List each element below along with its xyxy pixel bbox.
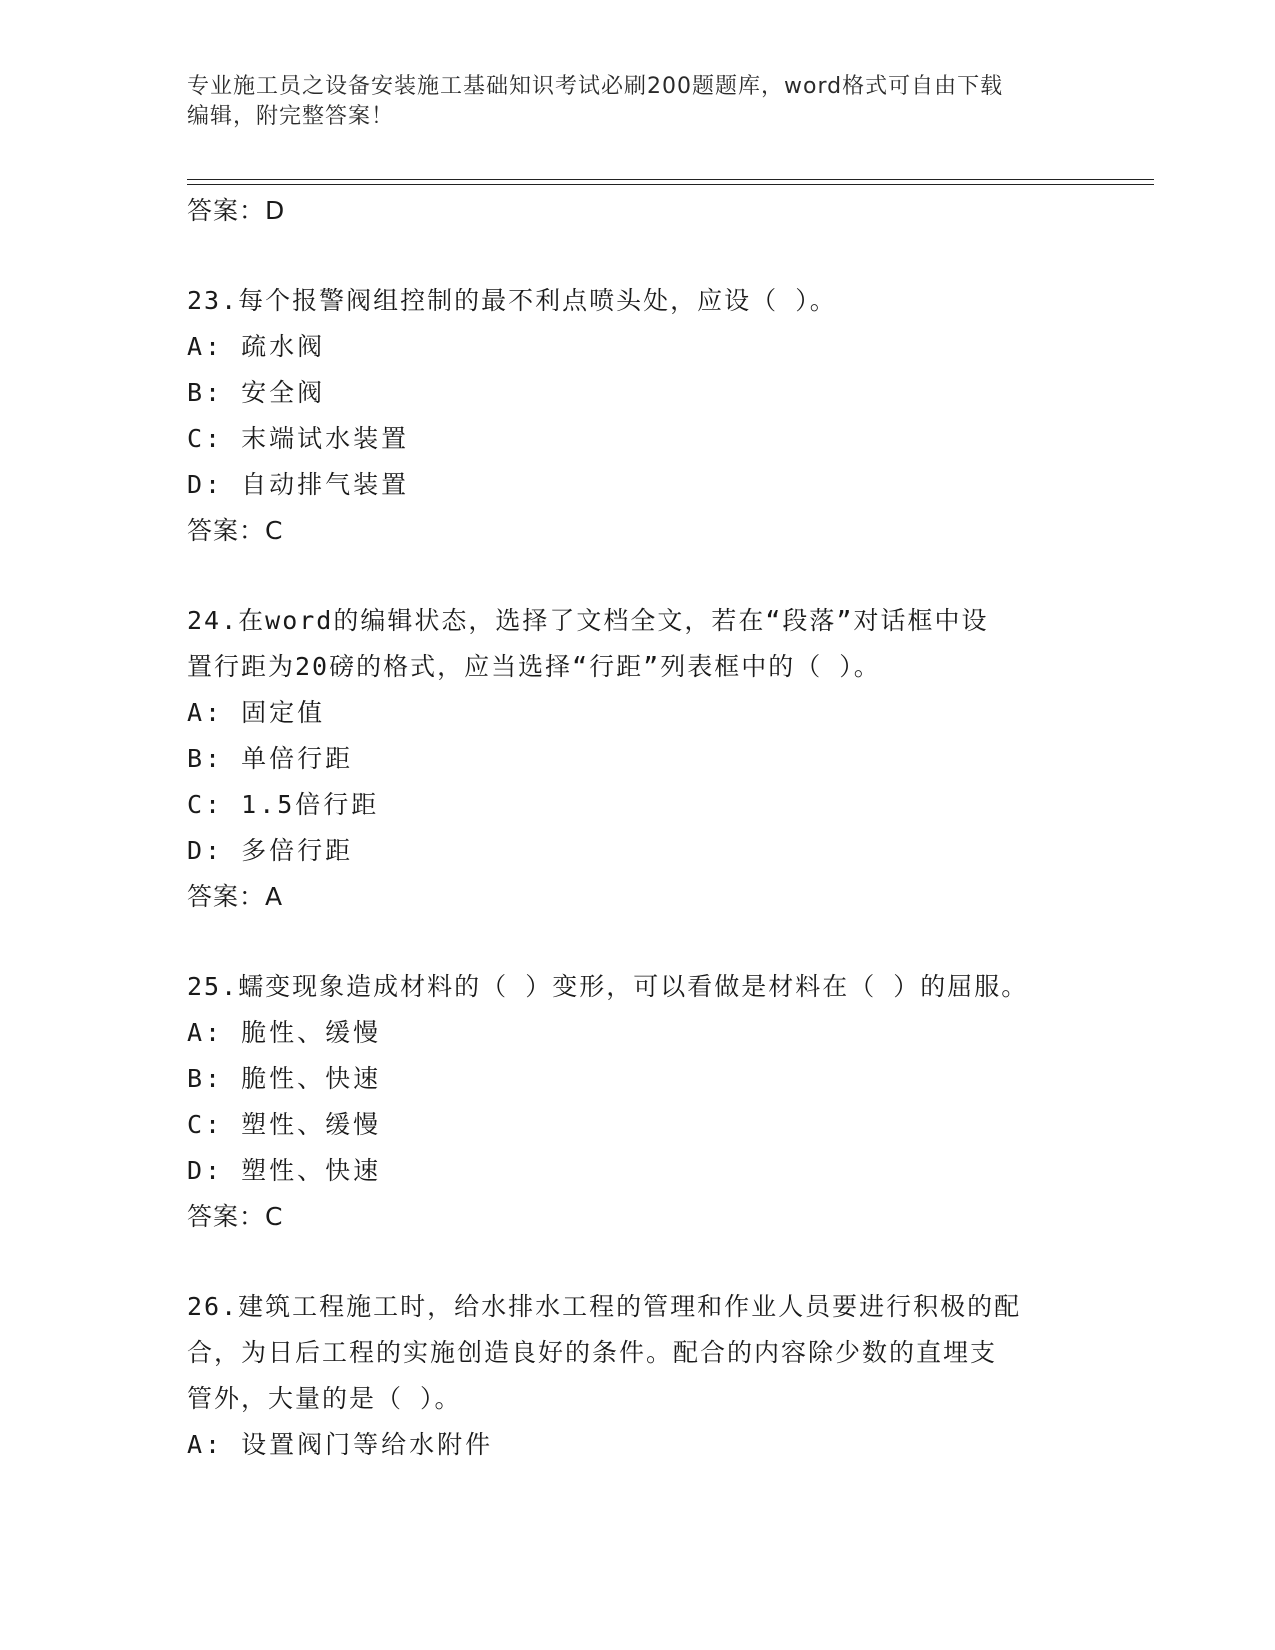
question-text: 23.每个报警阀组控制的最不利点喷头处，应设（ ）。 (187, 286, 837, 315)
option-d: D: 塑性、快速 (187, 1156, 382, 1185)
header-line-2: 编辑，附完整答案！ (187, 104, 395, 129)
answer-line: 答案：A (187, 882, 284, 911)
option-c: C: 1.5倍行距 (187, 790, 380, 819)
option-d: D: 自动排气装置 (187, 470, 410, 499)
answer-line: 答案：C (187, 1202, 284, 1231)
answer-line: 答案：D (187, 196, 286, 225)
option-d: D: 多倍行距 (187, 836, 354, 865)
question-text: 管外，大量的是（ ）。 (187, 1384, 462, 1413)
spacer (187, 920, 1087, 964)
option-a: A: 疏水阀 (187, 332, 326, 361)
option-c: C: 末端试水装置 (187, 424, 410, 453)
question-block-23 (187, 278, 1087, 554)
document-header (187, 72, 1067, 132)
answer-line: 答案：C (187, 516, 284, 545)
question-text: 26.建筑工程施工时，给水排水工程的管理和作业人员要进行积极的配 (187, 1292, 1022, 1321)
header-divider-bottom (187, 184, 1154, 185)
question-text: 25.蠕变现象造成材料的（ ）变形，可以看做是材料在（ ）的屈服。 (187, 972, 1029, 1001)
question-text: 24.在word的编辑状态，选择了文档全文，若在“段落”对话框中设 (187, 606, 989, 635)
option-c: C: 塑性、缓慢 (187, 1110, 382, 1139)
header-divider-top (187, 179, 1154, 180)
spacer (187, 554, 1087, 598)
option-a: A: 固定值 (187, 698, 326, 727)
option-b: B: 脆性、快速 (187, 1064, 382, 1093)
question-text: 合，为日后工程的实施创造良好的条件。配合的内容除少数的直埋支 (187, 1338, 998, 1367)
option-a: A: 设置阀门等给水附件 (187, 1430, 494, 1459)
header-line-1: 专业施工员之设备安装施工基础知识考试必刷200题题库，word格式可自由下载 (187, 74, 1004, 99)
option-a: A: 脆性、缓慢 (187, 1018, 382, 1047)
question-list (187, 188, 1087, 1468)
spacer (187, 234, 1087, 278)
option-b: B: 安全阀 (187, 378, 326, 407)
question-block-26 (187, 1284, 1087, 1468)
option-b: B: 单倍行距 (187, 744, 354, 773)
question-block-24 (187, 598, 1087, 920)
spacer (187, 1240, 1087, 1284)
question-block-25 (187, 964, 1087, 1240)
question-text: 置行距为20磅的格式，应当选择“行距”列表框中的（ ）。 (187, 652, 881, 681)
